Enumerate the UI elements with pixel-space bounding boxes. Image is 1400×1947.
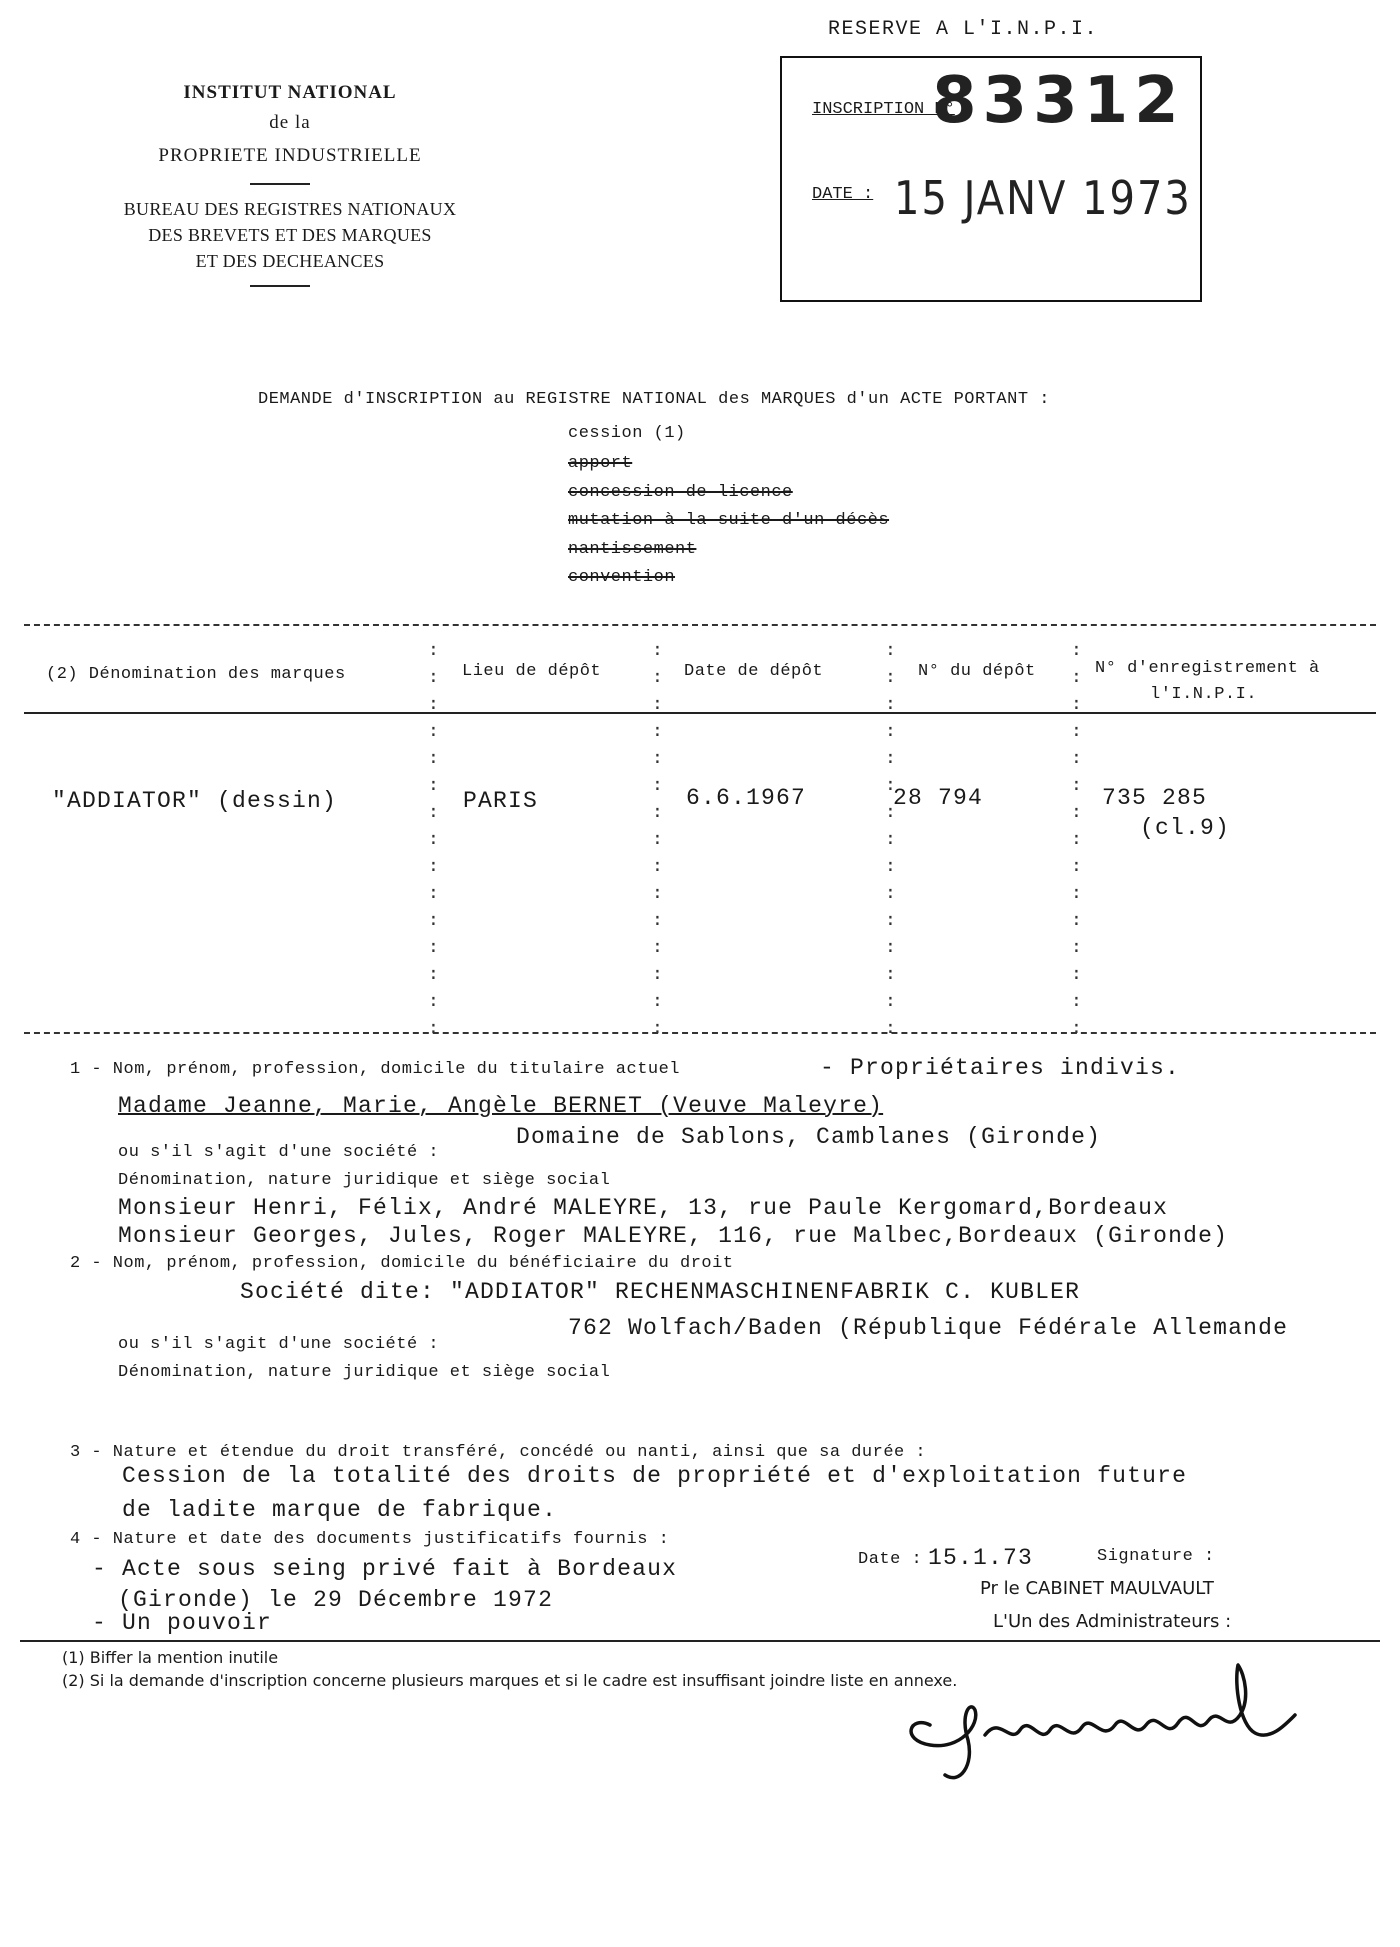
- date-field-value: 15.1.73: [928, 1545, 1034, 1571]
- option-apport: apport: [568, 454, 633, 473]
- section3-label: 3 - Nature et étendue du droit transféré, concédé ou nanti, ainsi que sa durée :: [70, 1443, 927, 1462]
- section2-company-label: ou s'il s'agit d'une société :: [118, 1335, 440, 1354]
- table-top-rule: [24, 624, 1376, 626]
- beneficiary-address: 762 Wolfach/Baden (République Fédérale Allemande: [568, 1315, 1289, 1341]
- bureau-line-3: ET DES DECHEANCES: [195, 251, 385, 271]
- holder-1: Madame Jeanne, Marie, Angèle BERNET (Veuve Maleyre): [118, 1093, 884, 1119]
- document-1b: (Gironde) le 29 Décembre 1972: [118, 1587, 554, 1613]
- document-2: - Un pouvoir: [92, 1610, 273, 1636]
- signature-label: Signature :: [1097, 1547, 1215, 1566]
- header-numero: N° du dépôt: [918, 662, 1036, 681]
- table-header-rule: [24, 712, 1376, 714]
- date-field-label: Date :: [858, 1550, 923, 1569]
- inpi-stamp-box: [780, 56, 1202, 302]
- holder-3: Monsieur Georges, Jules, Roger MALEYRE, 116, rue Malbec,Bordeaux (Gironde): [118, 1223, 1229, 1249]
- inscription-label: INSCRIPTION N°: [812, 100, 955, 119]
- handwritten-signature: [890, 1645, 1330, 1795]
- holder-2: Monsieur Henri, Félix, André MALEYRE, 13, rue Paule Kergomard,Bordeaux: [118, 1195, 1169, 1221]
- section2-denomination-label: Dénomination, nature juridique et siège social: [118, 1363, 611, 1382]
- section2-label: 2 - Nom, prénom, profession, domicile du bénéficiaire du droit: [70, 1254, 734, 1273]
- header-divider-2: [250, 285, 310, 287]
- header-lieu: Lieu de dépôt: [462, 662, 602, 681]
- cell-enregistrement: 735 285: [1102, 785, 1208, 811]
- administrator-stamp: L'Un des Administrateurs :: [993, 1611, 1232, 1632]
- demande-title: DEMANDE d'INSCRIPTION au REGISTRE NATIONAL des MARQUES d'un ACTE PORTANT :: [258, 390, 1050, 409]
- cell-classe: (cl.9): [1140, 815, 1231, 841]
- section1-company-label: ou s'il s'agit d'une société :: [118, 1143, 440, 1162]
- institute-propriete: PROPRIETE INDUSTRIELLE: [158, 145, 422, 166]
- cell-lieu: PARIS: [463, 788, 539, 814]
- cell-denomination: "ADDIATOR" (dessin): [52, 788, 338, 814]
- option-cession: cession (1): [568, 424, 686, 443]
- table-bottom-rule: [24, 1032, 1376, 1034]
- header-denomination: (2) Dénomination des marques: [46, 665, 346, 684]
- column-separator: : : : : : : : : : : : : : : :: [428, 639, 439, 1038]
- option-convention: convention: [568, 568, 676, 587]
- section4-label: 4 - Nature et date des documents justificatifs fournis :: [70, 1530, 670, 1549]
- institute-de-la: de la: [269, 112, 311, 133]
- header-date: Date de dépôt: [684, 662, 824, 681]
- institute-name: INSTITUT NATIONAL: [183, 82, 397, 103]
- column-separator: : : : : : : : : : : : : : : :: [1071, 639, 1082, 1038]
- holder-1-address: Domaine de Sablons, Camblanes (Gironde): [516, 1124, 1102, 1150]
- bureau-line-2: DES BREVETS ET DES MARQUES: [148, 225, 432, 245]
- cell-date: 6.6.1967: [686, 785, 807, 811]
- header-inpi: l'I.N.P.I.: [1150, 685, 1258, 704]
- footnote-2: (2) Si la demande d'inscription concerne plusieurs marques et si le cadre est insuffisant joindre liste en annexe.: [62, 1671, 958, 1690]
- bureau-line-1: BUREAU DES REGISTRES NATIONAUX: [123, 199, 457, 219]
- column-separator: : : : : : : : : : : : : : : :: [885, 639, 896, 1038]
- reserved-label: RESERVE A L'I.N.P.I.: [828, 18, 1099, 41]
- section3-line2: de ladite marque de fabrique.: [122, 1497, 558, 1523]
- section1-label: 1 - Nom, prénom, profession, domicile du titulaire actuel: [70, 1060, 680, 1079]
- option-concession: concession de licence: [568, 483, 793, 502]
- footer-rule: [20, 1640, 1380, 1642]
- stamp-date: 15 JANV 1973: [894, 172, 1192, 226]
- section1-note: - Propriétaires indivis.: [820, 1055, 1181, 1081]
- inscription-number: 83312: [932, 64, 1185, 138]
- footnote-1: (1) Biffer la mention inutile: [62, 1648, 279, 1667]
- date-label: DATE :: [812, 185, 874, 204]
- option-mutation: mutation à la suite d'un décès: [568, 511, 890, 530]
- firm-stamp: Pr le CABINET MAULVAULT: [980, 1578, 1214, 1599]
- cell-numero: 28 794: [893, 785, 984, 811]
- option-nantissement: nantissement: [568, 540, 697, 559]
- section1-denomination-label: Dénomination, nature juridique et siège social: [118, 1171, 611, 1190]
- section3-line1: Cession de la totalité des droits de propriété et d'exploitation future: [122, 1463, 1188, 1489]
- header-enregistrement: N° d'enregistrement à: [1095, 659, 1320, 678]
- beneficiary: Société dite: "ADDIATOR" RECHENMASCHINENFABRIK C. KUBLER: [240, 1279, 1081, 1305]
- document-1a: - Acte sous seing privé fait à Bordeaux: [92, 1556, 678, 1582]
- header-divider: [250, 183, 310, 185]
- column-separator: : : : : : : : : : : : : : : :: [652, 639, 663, 1038]
